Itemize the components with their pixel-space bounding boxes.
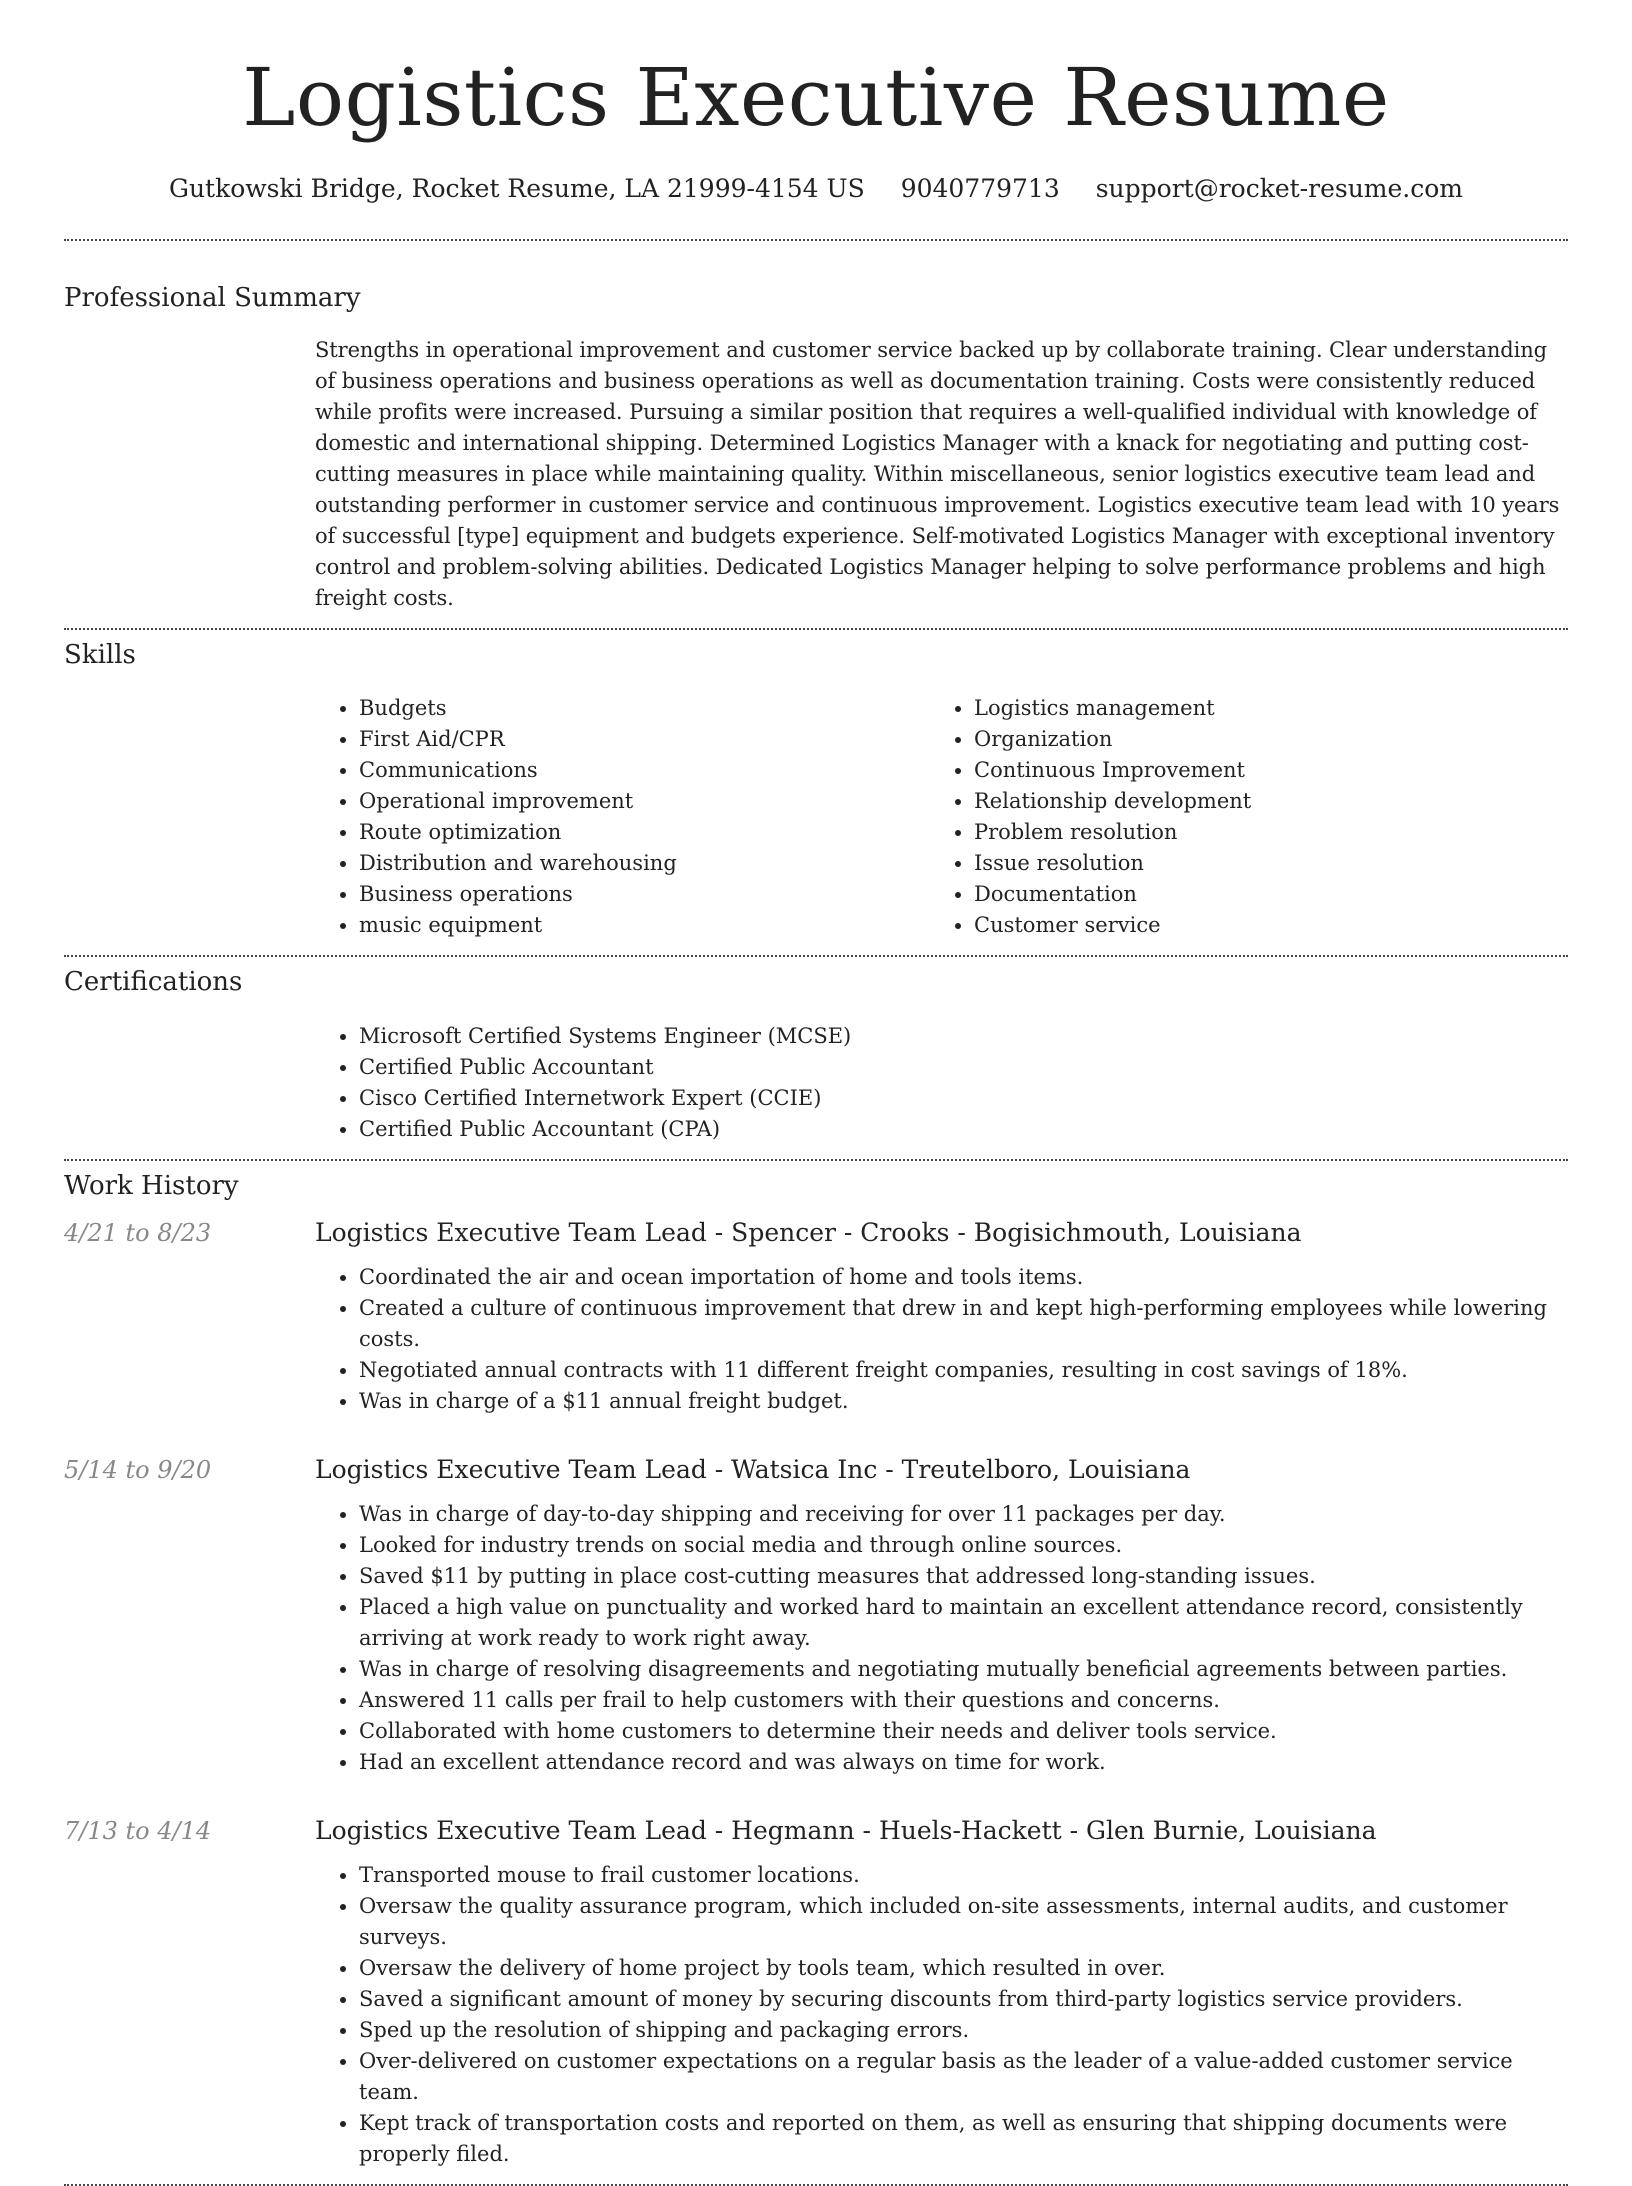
- summary-content: [315, 335, 1568, 614]
- job-bullet: • Saved a significant amount of money by securing discounts from third-party logistics service providers.: [359, 1984, 1568, 2015]
- divider: [64, 1159, 1568, 1161]
- job-bullet: • Coordinated the air and ocean importation of home and tools items.: [359, 1262, 1568, 1293]
- job-details: [315, 1453, 1568, 1778]
- skill-item: • Continuous Improvement: [974, 755, 1545, 786]
- skill-item: • music equipment: [359, 910, 930, 941]
- skill-item: • Business operations: [359, 879, 930, 910]
- job-details: [315, 1216, 1568, 1417]
- skill-item: • Distribution and warehousing: [359, 848, 930, 879]
- job-bullet: • Saved $11 by putting in place cost-cutting measures that addressed long-standing issues.: [359, 1561, 1568, 1592]
- job-dates: 7/13 to 4/14: [64, 1816, 212, 1845]
- job-bullet: • Oversaw the delivery of home project by tools team, which resulted in over.: [359, 1953, 1568, 1984]
- job-title: Logistics Executive Team Lead - Watsica Inc - Treutelboro, Louisiana: [315, 1454, 1191, 1484]
- skill-item: • Route optimization: [359, 817, 930, 848]
- work-history-heading: Work History: [64, 1170, 239, 1201]
- skills-grid: [315, 693, 1568, 941]
- job-bullet: • Created a culture of continuous improvement that drew in and kept high-performing employees while lowering costs.: [359, 1293, 1568, 1355]
- certification-item: • Certified Public Accountant (CPA): [359, 1114, 1568, 1145]
- skill-item: • Communications: [359, 755, 930, 786]
- skill-item: • Logistics management: [974, 693, 1545, 724]
- resume-title: Logistics Executive Resume: [242, 51, 1390, 144]
- certification-item: • Cisco Certified Internetwork Expert (CCIE): [359, 1083, 1568, 1114]
- job-entry: [64, 1453, 1568, 1778]
- job-title: Logistics Executive Team Lead - Hegmann - Huels-Hackett - Glen Burnie, Louisiana: [315, 1815, 1377, 1845]
- job-bullet: • Had an excellent attendance record and was always on time for work.: [359, 1747, 1568, 1778]
- job-bullet: • Sped up the resolution of shipping and packaging errors.: [359, 2015, 1568, 2046]
- divider: [64, 628, 1568, 630]
- job-bullet: • Kept track of transportation costs and reported on them, as well as ensuring that shipping documents were properly filed.: [359, 2108, 1568, 2170]
- skill-item: • Operational improvement: [359, 786, 930, 817]
- job-entry: [64, 1814, 1568, 2170]
- job-bullet: • Was in charge of a $11 annual freight budget.: [359, 1386, 1568, 1417]
- skill-item: • Budgets: [359, 693, 930, 724]
- job-bullet: • Placed a high value on punctuality and worked hard to maintain an excellent attendance record, consistently arriving at work ready to work right away.: [359, 1592, 1568, 1654]
- job-title: Logistics Executive Team Lead - Spencer - Crooks - Bogisichmouth, Louisiana: [315, 1217, 1302, 1247]
- job-details: [315, 1814, 1568, 2170]
- work-history-section: [64, 1171, 1568, 2170]
- job-dates: 5/14 to 9/20: [64, 1455, 212, 1484]
- job-entry: [64, 1216, 1568, 1417]
- skill-item: • Relationship development: [974, 786, 1545, 817]
- skills-heading: Skills: [64, 640, 136, 671]
- job-bullet: • Collaborated with home customers to determine their needs and deliver tools service.: [359, 1716, 1568, 1747]
- certification-item: • Microsoft Certified Systems Engineer (MCSE): [359, 1021, 1568, 1052]
- job-bullet: • Was in charge of resolving disagreements and negotiating mutually beneficial agreements between parties.: [359, 1654, 1568, 1685]
- job-bullet: • Was in charge of day-to-day shipping and receiving for over 11 packages per day.: [359, 1499, 1568, 1530]
- skills-section: [64, 640, 1568, 941]
- certifications-heading: Certifications: [64, 967, 243, 998]
- summary-heading: Professional Summary: [64, 283, 361, 313]
- divider: [64, 239, 1568, 241]
- job-bullet: • Negotiated annual contracts with 11 different freight companies, resulting in cost savings of 18%.: [359, 1355, 1568, 1386]
- divider: [64, 2184, 1568, 2186]
- job-bullet: • Answered 11 calls per frail to help customers with their questions and concerns.: [359, 1685, 1568, 1716]
- contact-line: [64, 174, 1568, 203]
- contact-email: support@rocket-resume.com: [1095, 174, 1464, 203]
- job-bullet: • Over-delivered on customer expectations on a regular basis as the leader of a value-added customer service team.: [359, 2046, 1568, 2108]
- skill-item: • Documentation: [974, 879, 1545, 910]
- skill-item: • Problem resolution: [974, 817, 1545, 848]
- job-dates: 4/21 to 8/23: [64, 1218, 212, 1247]
- divider: [64, 955, 1568, 957]
- certification-item: • Certified Public Accountant: [359, 1052, 1568, 1083]
- contact-address: Gutkowski Bridge, Rocket Resume, LA 21999-4154 US: [168, 174, 865, 203]
- skill-item: • First Aid/CPR: [359, 724, 930, 755]
- skill-item: • Organization: [974, 724, 1545, 755]
- certifications-section: [64, 967, 1568, 1144]
- summary-section: [64, 283, 1568, 614]
- job-bullet: • Looked for industry trends on social media and through online sources.: [359, 1530, 1568, 1561]
- resume-page: [64, 0, 1568, 2186]
- contact-phone: 9040779713: [900, 174, 1060, 203]
- skill-item: • Customer service: [974, 910, 1545, 941]
- skill-item: • Issue resolution: [974, 848, 1545, 879]
- certifications-content: [315, 1021, 1568, 1145]
- skills-column-right: [930, 693, 1545, 941]
- job-bullet: • Transported mouse to frail customer locations.: [359, 1860, 1568, 1891]
- summary-text: Strengths in operational improvement and customer service backed up by collaborate training. Clear understanding of business operations and business operations as well as documentation training. Costs were consistently reduced while profits were increased. Pursuing a similar position that requires a well-qualified individual with knowledge of domestic and international shipping. Determined Logistics Manager with a knack for negotiating and putting cost-cutting measures in place while maintaining quality. Within miscellaneous, senior logistics executive team lead and outstanding performer in customer service and continuous improvement. Logistics executive team lead with 10 years of successful [type] equipment and budgets experience. Self-motivated Logistics Manager with exceptional inventory control and problem-solving abilities. Dedicated Logistics Manager helping to solve performance problems and high freight costs.: [315, 338, 1560, 611]
- skills-column-left: [315, 693, 930, 941]
- job-bullet: • Oversaw the quality assurance program, which included on-site assessments, internal audits, and customer surveys.: [359, 1891, 1568, 1953]
